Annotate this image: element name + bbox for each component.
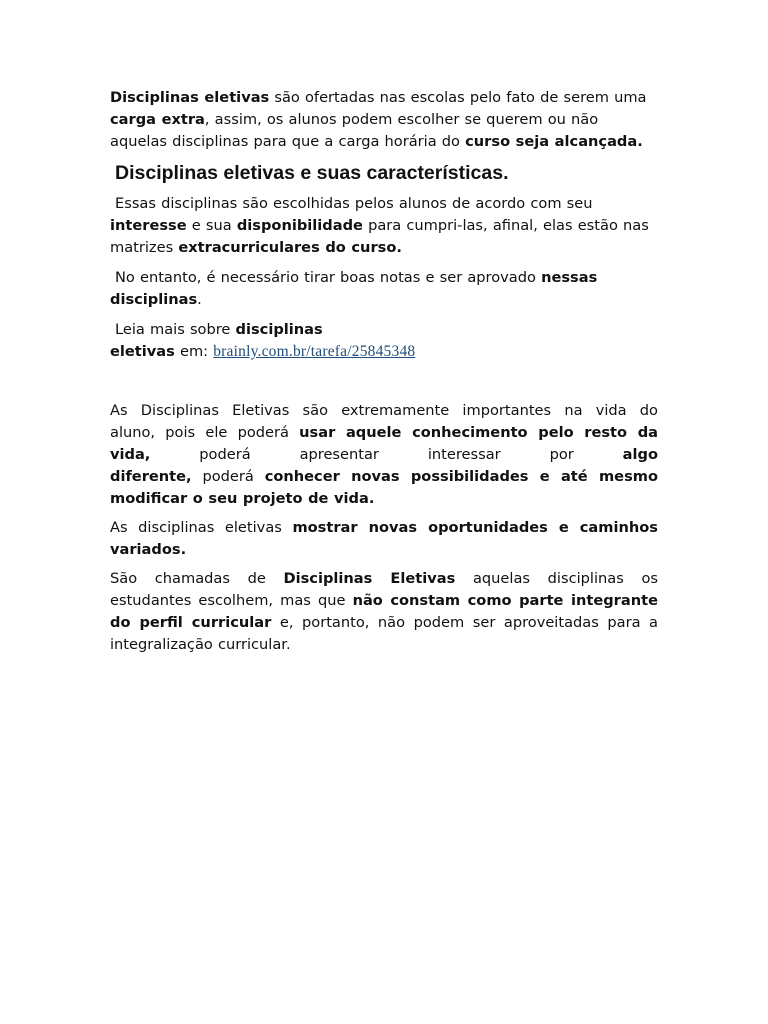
opportunities-paragraph	[110, 517, 658, 561]
text-line	[110, 590, 658, 612]
text-span: aquelas disciplinas os	[455, 570, 659, 587]
bold-text: Disciplinas eletivas	[110, 89, 270, 106]
bold-text: algo	[622, 446, 658, 463]
text-line	[110, 422, 658, 444]
text-line	[110, 466, 658, 488]
bold-text: disciplinas	[235, 321, 323, 338]
bold-text: não constam como parte integrante	[352, 592, 658, 609]
bold-text: do perfil curricular	[110, 614, 272, 631]
text-span: Leia mais sobre	[115, 321, 236, 338]
bold-text: eletivas	[110, 343, 175, 360]
intro-paragraph	[110, 87, 658, 153]
brainly-link[interactable]: brainly.com.br/tarefa/25845348	[213, 343, 416, 360]
bold-text: nessas disciplinas	[110, 269, 598, 308]
bold-text: extracurriculares do curso.	[178, 239, 402, 256]
text-span: No entanto, é necessário tirar boas notas e ser aprovado	[115, 269, 542, 286]
bold-text: mostrar novas oportunidades e caminhos	[292, 519, 658, 536]
bold-text: modificar o seu projeto de vida.	[110, 490, 375, 507]
text-span: Essas disciplinas são escolhidas pelos alunos de acordo com seu	[115, 195, 593, 212]
approval-paragraph	[110, 267, 658, 311]
text-span: As disciplinas eletivas	[110, 519, 293, 536]
bold-text: interesse	[110, 217, 187, 234]
text-span: para cumpri-las, afinal, elas estão nas matrizes	[110, 217, 649, 256]
text-span: estudantes escolhem, mas que	[110, 592, 353, 609]
bold-text: variados.	[110, 541, 187, 558]
text-line	[110, 488, 658, 510]
bold-text: curso seja alcançada.	[465, 133, 643, 150]
text-span: poderá	[191, 468, 265, 485]
text-line	[110, 612, 658, 634]
text-span: e sua	[186, 217, 237, 234]
text-span: , assim, os alunos podem escolher se querem ou não aquelas disciplinas para que a carga horária do	[110, 111, 599, 150]
text-span: .	[197, 291, 202, 308]
text-span: São chamadas de	[110, 570, 284, 587]
bold-text: disponibilidade	[236, 217, 363, 234]
importance-paragraph	[110, 400, 658, 510]
bold-text: Disciplinas Eletivas	[283, 570, 456, 587]
text-span: em:	[174, 343, 214, 360]
text-span: e, portanto, não podem ser aproveitadas para a	[271, 614, 658, 631]
text-line	[110, 444, 658, 466]
text-line: integralização curricular.	[110, 636, 291, 653]
definition-paragraph	[110, 568, 658, 656]
bold-text: usar aquele conhecimento pelo resto da	[299, 424, 659, 441]
text-line	[110, 539, 658, 561]
bold-text: carga extra	[110, 111, 205, 128]
text-line: As Disciplinas Eletivas são extremamente importantes na vida do	[110, 402, 658, 419]
text-line	[110, 517, 658, 539]
text-span: são ofertadas nas escolas pelo fato de serem uma	[269, 89, 647, 106]
document-page	[110, 87, 658, 656]
read-more-paragraph	[110, 319, 658, 363]
bold-text: diferente,	[110, 468, 192, 485]
bold-text: conhecer novas possibilidades e até mesmo	[264, 468, 658, 485]
text-span: poderá apresentar interessar por	[150, 446, 623, 463]
characteristics-paragraph	[110, 193, 658, 259]
bold-text: vida,	[110, 446, 151, 463]
section-heading: Disciplinas eletivas e suas características.	[115, 162, 509, 184]
text-line	[110, 568, 658, 590]
text-span: aluno, pois ele poderá	[110, 424, 300, 441]
